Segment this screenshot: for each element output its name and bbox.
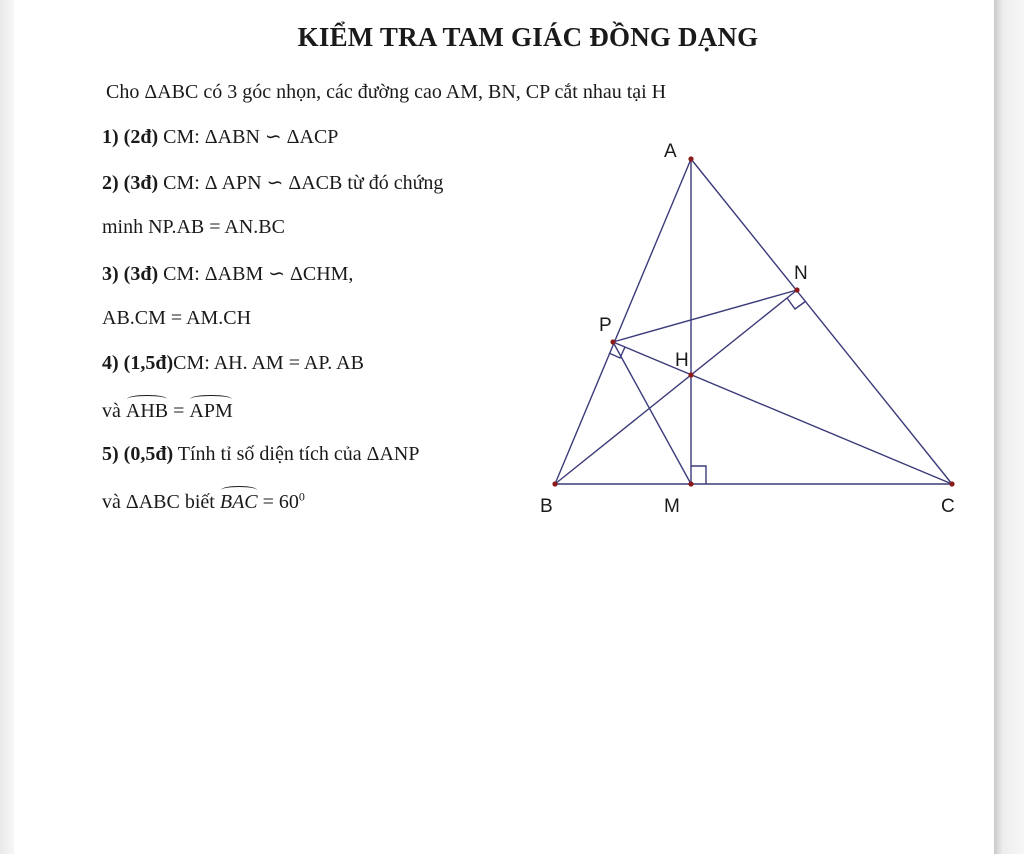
question-points: (0,5đ) (123, 443, 174, 465)
label-a: A (664, 141, 677, 162)
figure-lines (555, 159, 952, 484)
degree-mark: 0 (298, 489, 305, 504)
question-number: 4) (102, 352, 119, 374)
angle-value: = 60 (262, 491, 299, 513)
question-points: (3đ) (123, 263, 159, 285)
question-points: (3đ) (123, 172, 159, 194)
angle-bac: BAC (219, 491, 258, 513)
altitude-cp (613, 342, 952, 484)
label-c: C (941, 496, 955, 517)
label-m: M (664, 496, 680, 517)
point-p (610, 339, 615, 344)
question-number: 2) (102, 172, 119, 194)
point-h (688, 372, 693, 377)
question-text: CM: ΔABM ∽ ΔCHM, (163, 263, 354, 285)
problem-statement: Cho ΔABC có 3 góc nhọn, các đường cao AM, BN, CP cắt nhau tại H (106, 81, 667, 103)
point-b (552, 481, 557, 486)
question-2-continuation: minh NP.AB = AN.BC (102, 216, 285, 238)
question-number: 1) (102, 126, 119, 148)
question-text: Tính tỉ số diện tích của ΔANP (177, 443, 420, 465)
point-c (949, 481, 954, 486)
label-p: P (599, 315, 612, 336)
question-points: (2đ) (123, 126, 159, 148)
question-text: CM: AH. AM = AP. AB (173, 352, 364, 374)
question-number: 3) (102, 263, 119, 285)
question-text: CM: Δ APN ∽ ΔACB từ đó chứng (163, 172, 444, 194)
point-n (794, 287, 799, 292)
point-m (688, 481, 693, 486)
segment-pn (613, 290, 797, 342)
angle-ahb: AHB (125, 400, 169, 422)
label-b: B (540, 496, 553, 517)
side-ab (555, 159, 691, 484)
label-n: N (794, 263, 808, 284)
altitude-bn (555, 290, 797, 484)
angle-apm: APM (189, 400, 233, 422)
question-points: (1,5đ) (123, 352, 174, 374)
question-3-continuation: AB.CM = AM.CH (102, 307, 252, 329)
equals-sign: = (173, 400, 185, 422)
side-ac (691, 159, 952, 484)
continuation-prefix: và (102, 400, 121, 422)
question-number: 5) (102, 443, 119, 465)
label-h: H (675, 350, 689, 371)
question-text: CM: ΔABN ∽ ΔACP (163, 126, 339, 148)
page-title: KIỂM TRA TAM GIÁC ĐỒNG DẠNG (297, 22, 759, 52)
right-angle-mark-m (691, 466, 706, 484)
continuation-prefix: và ΔABC biết (102, 491, 215, 513)
point-a (688, 156, 693, 161)
